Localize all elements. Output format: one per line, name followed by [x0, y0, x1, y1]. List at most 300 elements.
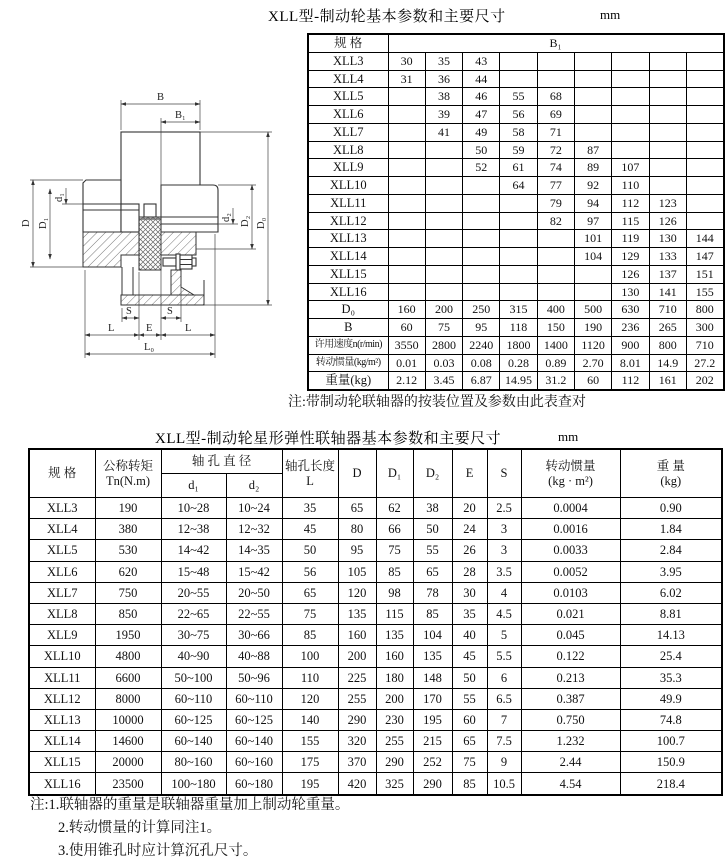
inertia-label-line1: 转动惯量	[545, 458, 596, 473]
cell: 79	[537, 194, 574, 212]
cell: 148	[413, 667, 452, 688]
cell: 0.01	[388, 354, 425, 372]
cell: 0.03	[425, 354, 462, 372]
cell: 0.90	[620, 498, 722, 519]
dim-label-D0: D₀	[256, 217, 267, 229]
cell: 30~66	[226, 625, 282, 646]
cell	[425, 265, 462, 283]
cell	[686, 70, 723, 88]
cell: 31.2	[537, 372, 574, 390]
cell: 135	[376, 625, 413, 646]
cell: 0.0052	[521, 561, 620, 582]
cell: 400	[537, 301, 574, 319]
cell: 1400	[537, 336, 574, 354]
cell: 94	[574, 194, 611, 212]
dim-label-D: D	[21, 219, 32, 227]
cell	[425, 283, 462, 301]
cell	[463, 177, 500, 195]
footnote-3: 3.使用锥孔时应计算沉孔尺寸。	[58, 843, 258, 859]
cell: 26	[452, 540, 487, 561]
table-row	[29, 603, 722, 624]
cell: 0.750	[521, 709, 620, 730]
cell: 2.5	[487, 498, 521, 519]
cell: 6600	[95, 667, 161, 688]
cell: 60	[388, 319, 425, 337]
cell: 160	[376, 646, 413, 667]
table-row	[29, 667, 722, 688]
cell: 2800	[425, 336, 462, 354]
cell: 8.01	[612, 354, 649, 372]
cell	[649, 177, 686, 195]
cell: 2.44	[521, 752, 620, 773]
row-label: XLL5	[308, 88, 388, 106]
cell	[649, 106, 686, 124]
cell: 3550	[388, 336, 425, 354]
cell: 215	[413, 731, 452, 752]
row-label: XLL6	[308, 106, 388, 124]
cell: 500	[574, 301, 611, 319]
cell: 150	[537, 319, 574, 337]
row-label: B	[308, 319, 388, 337]
table-row	[29, 561, 722, 582]
cell: 22~55	[226, 603, 282, 624]
cell: 420	[338, 773, 376, 795]
cell: 36	[425, 70, 462, 88]
cell: 195	[282, 773, 338, 795]
cell	[463, 230, 500, 248]
cell: 380	[95, 519, 161, 540]
table1-title: XLL型-制动轮基本参数和主要尺寸	[268, 9, 506, 25]
cell	[649, 52, 686, 70]
cell: 14.9	[649, 354, 686, 372]
row-label: XLL13	[29, 709, 95, 730]
cell: 800	[686, 301, 723, 319]
weight-label-line2: (kg)	[660, 473, 682, 488]
cell: 620	[95, 561, 161, 582]
table-row	[308, 283, 724, 301]
cell	[425, 159, 462, 177]
cell: 65	[452, 731, 487, 752]
cell	[686, 88, 723, 106]
cell: 170	[413, 688, 452, 709]
cell: 31	[388, 70, 425, 88]
table-row	[29, 709, 722, 730]
cell	[500, 194, 537, 212]
row-label: XLL16	[29, 773, 95, 795]
cell: 35	[452, 603, 487, 624]
cell: 20~55	[161, 582, 226, 603]
cell: 112	[612, 194, 649, 212]
cell: 0.045	[521, 625, 620, 646]
cell: 175	[282, 752, 338, 773]
cell	[686, 52, 723, 70]
cell: 55	[413, 540, 452, 561]
cell	[500, 283, 537, 301]
column-header-bore-length	[282, 449, 338, 498]
cell: 41	[425, 123, 462, 141]
cell	[574, 70, 611, 88]
cell: 95	[338, 540, 376, 561]
table-row	[29, 646, 722, 667]
cell: 155	[282, 731, 338, 752]
cell: 60~140	[226, 731, 282, 752]
cell: 45	[452, 646, 487, 667]
table-row	[308, 194, 724, 212]
cell	[686, 141, 723, 159]
cell: 20000	[95, 752, 161, 773]
dim-label-D1: D₁	[38, 217, 49, 229]
cell: 56	[282, 561, 338, 582]
table-row	[308, 177, 724, 195]
row-label: XLL3	[308, 52, 388, 70]
cell: 710	[649, 301, 686, 319]
cell: 80~160	[161, 752, 226, 773]
row-label: XLL15	[308, 265, 388, 283]
cell: 9	[487, 752, 521, 773]
table-row	[29, 773, 722, 795]
cell: 750	[95, 582, 161, 603]
cell: 30	[388, 52, 425, 70]
row-label: XLL5	[29, 540, 95, 561]
cell: 180	[376, 667, 413, 688]
cell: 200	[376, 688, 413, 709]
dim-label-L-right: L	[185, 323, 192, 334]
table2-unit-label: mm	[558, 429, 579, 444]
cell: 50	[282, 540, 338, 561]
cell: 110	[282, 667, 338, 688]
cell	[612, 88, 649, 106]
bolt-detail	[163, 254, 196, 270]
cell: 12~32	[226, 519, 282, 540]
cell: 66	[376, 519, 413, 540]
cell: 1950	[95, 625, 161, 646]
table-row	[308, 354, 724, 372]
cell: 49	[463, 123, 500, 141]
cell: 28	[452, 561, 487, 582]
cell: 252	[413, 752, 452, 773]
cell: 77	[537, 177, 574, 195]
cell: 39	[425, 106, 462, 124]
cell: 62	[376, 498, 413, 519]
cell	[388, 194, 425, 212]
cell: 370	[338, 752, 376, 773]
cell	[537, 230, 574, 248]
table-row	[308, 106, 724, 124]
cell: 50	[463, 141, 500, 159]
column-header-B1: B₁	[388, 34, 724, 52]
table-row	[29, 582, 722, 603]
cell: 98	[376, 582, 413, 603]
table-row	[29, 731, 722, 752]
cell: 14.13	[620, 625, 722, 646]
cell: 6	[487, 667, 521, 688]
cell	[500, 230, 537, 248]
bore-length-line2: L	[306, 473, 314, 488]
cell: 75	[282, 603, 338, 624]
cell	[612, 52, 649, 70]
cell	[388, 88, 425, 106]
cell: 40	[452, 625, 487, 646]
row-label: XLL10	[308, 177, 388, 195]
cell: 38	[413, 498, 452, 519]
column-header-D: D	[338, 449, 376, 498]
cell: 250	[463, 301, 500, 319]
cell: 150.9	[620, 752, 722, 773]
cell: 236	[612, 319, 649, 337]
table-row	[29, 688, 722, 709]
column-header-torque	[95, 449, 161, 498]
cell: 60~160	[226, 752, 282, 773]
cell: 40~88	[226, 646, 282, 667]
bore-length-line1: 轴孔长度	[285, 458, 336, 473]
row-label: XLL6	[29, 561, 95, 582]
dim-label-d1: d₁	[54, 193, 65, 202]
table2-title: XLL型-制动轮星形弹性联轴器基本参数和主要尺寸	[155, 431, 502, 447]
cell: 20	[452, 498, 487, 519]
torque-label-line2: Tn(N.m)	[105, 473, 151, 488]
cell: 60~180	[226, 773, 282, 795]
cell: 8.81	[620, 603, 722, 624]
cell: 24	[452, 519, 487, 540]
cell: 2.70	[574, 354, 611, 372]
cell: 50	[452, 667, 487, 688]
cell: 23500	[95, 773, 161, 795]
cell	[388, 212, 425, 230]
table-row	[308, 248, 724, 266]
cell: 160	[338, 625, 376, 646]
table-row	[308, 230, 724, 248]
cell: 60~140	[161, 731, 226, 752]
cell: 35.3	[620, 667, 722, 688]
row-label: XLL8	[29, 603, 95, 624]
cell: 35	[425, 52, 462, 70]
table-row	[308, 159, 724, 177]
cell: 14~35	[226, 540, 282, 561]
column-header-S: S	[487, 449, 521, 498]
cell: 161	[649, 372, 686, 390]
cell: 225	[338, 667, 376, 688]
cell: 3	[487, 519, 521, 540]
cell	[425, 194, 462, 212]
cell: 290	[376, 752, 413, 773]
table-row	[29, 540, 722, 561]
row-label: XLL8	[308, 141, 388, 159]
cell: 55	[500, 88, 537, 106]
table1-unit-label: mm	[600, 7, 621, 22]
cell: 123	[649, 194, 686, 212]
cell: 14~42	[161, 540, 226, 561]
cell: 190	[95, 498, 161, 519]
cell: 3	[487, 540, 521, 561]
cell: 85	[452, 773, 487, 795]
cell: 75	[376, 540, 413, 561]
column-header-d1: d₁	[161, 474, 226, 498]
cell: 89	[574, 159, 611, 177]
cell: 5.5	[487, 646, 521, 667]
cell: 195	[413, 709, 452, 730]
cell: 315	[500, 301, 537, 319]
cell: 71	[537, 123, 574, 141]
cell	[612, 141, 649, 159]
cell: 10000	[95, 709, 161, 730]
cell: 56	[500, 106, 537, 124]
cell: 49.9	[620, 688, 722, 709]
column-header-spec: 规 格	[308, 34, 388, 52]
cell	[463, 194, 500, 212]
cell: 4.5	[487, 603, 521, 624]
cell: 61	[500, 159, 537, 177]
row-label: XLL7	[29, 582, 95, 603]
cell: 43	[463, 52, 500, 70]
cell: 147	[686, 248, 723, 266]
cell	[537, 52, 574, 70]
cell: 6.5	[487, 688, 521, 709]
cell	[686, 194, 723, 212]
cell: 12~38	[161, 519, 226, 540]
cell: 126	[649, 212, 686, 230]
row-label: XLL9	[29, 625, 95, 646]
row-label: XLL15	[29, 752, 95, 773]
cell	[500, 265, 537, 283]
coupling-cross-section-drawing	[18, 82, 310, 382]
cell: 59	[500, 141, 537, 159]
row-label: XLL4	[308, 70, 388, 88]
cell	[463, 265, 500, 283]
cell	[686, 212, 723, 230]
cell: 0.0033	[521, 540, 620, 561]
row-label: XLL11	[29, 667, 95, 688]
row-label: XLL13	[308, 230, 388, 248]
cell: 2.12	[388, 372, 425, 390]
cell	[649, 123, 686, 141]
coupling-parameters-table	[28, 448, 723, 796]
cell: 85	[376, 561, 413, 582]
table-row	[29, 625, 722, 646]
cell: 104	[413, 625, 452, 646]
cell	[388, 283, 425, 301]
cell	[686, 159, 723, 177]
cell	[537, 283, 574, 301]
weight-label-line1: 重 量	[656, 458, 685, 473]
cell	[574, 283, 611, 301]
cell: 115	[612, 212, 649, 230]
cell: 8000	[95, 688, 161, 709]
cell: 4.54	[521, 773, 620, 795]
row-label: XLL4	[29, 519, 95, 540]
cell: 200	[338, 646, 376, 667]
cell: 151	[686, 265, 723, 283]
cell	[425, 248, 462, 266]
cell: 130	[612, 283, 649, 301]
cell: 107	[612, 159, 649, 177]
cell	[388, 265, 425, 283]
cell	[463, 283, 500, 301]
cell: 60~125	[226, 709, 282, 730]
cell: 230	[376, 709, 413, 730]
cell	[388, 230, 425, 248]
cell: 72	[537, 141, 574, 159]
cell: 22~65	[161, 603, 226, 624]
table-row	[308, 212, 724, 230]
cell: 97	[574, 212, 611, 230]
dim-label-L0: L₀	[144, 342, 155, 353]
cell: 27.2	[686, 354, 723, 372]
cell: 60	[574, 372, 611, 390]
cell: 38	[425, 88, 462, 106]
column-header-bore-diameter: 轴 孔 直 径	[161, 449, 282, 474]
cell: 20~50	[226, 582, 282, 603]
row-label: D₀	[308, 301, 388, 319]
cell: 0.28	[500, 354, 537, 372]
cell: 710	[686, 336, 723, 354]
dim-label-d2: d₂	[221, 213, 232, 222]
cell	[425, 230, 462, 248]
cell	[500, 248, 537, 266]
column-header-inertia	[521, 449, 620, 498]
cell: 0.0103	[521, 582, 620, 603]
cell: 46	[463, 88, 500, 106]
cell: 160	[388, 301, 425, 319]
cell	[612, 123, 649, 141]
cell: 74	[537, 159, 574, 177]
cell: 95	[463, 319, 500, 337]
cell: 630	[612, 301, 649, 319]
cell: 135	[413, 646, 452, 667]
cell	[388, 177, 425, 195]
cell	[686, 123, 723, 141]
cell: 200	[425, 301, 462, 319]
cell	[537, 265, 574, 283]
inertia-label-line2: (kg · m²)	[548, 473, 593, 488]
column-header-D1: D₁	[376, 449, 413, 498]
cell: 45	[282, 519, 338, 540]
cell	[649, 141, 686, 159]
column-header-weight	[620, 449, 722, 498]
cell: 85	[413, 603, 452, 624]
table-row	[308, 319, 724, 337]
dim-label-B1: B₁	[175, 110, 186, 121]
cell: 30	[452, 582, 487, 603]
cell	[388, 123, 425, 141]
table-row	[29, 519, 722, 540]
dim-label-S-right: S	[167, 306, 173, 317]
row-label: XLL16	[308, 283, 388, 301]
cell: 135	[338, 603, 376, 624]
cell	[388, 248, 425, 266]
cell: 218.4	[620, 773, 722, 795]
table-row	[29, 498, 722, 519]
cell	[574, 123, 611, 141]
cell: 141	[649, 283, 686, 301]
cell: 68	[537, 88, 574, 106]
cell	[500, 212, 537, 230]
cell: 65	[338, 498, 376, 519]
cell: 3.5	[487, 561, 521, 582]
torque-label-line1: 公称转矩	[102, 458, 153, 473]
cell: 0.0016	[521, 519, 620, 540]
cell: 47	[463, 106, 500, 124]
cell: 25.4	[620, 646, 722, 667]
cell: 2240	[463, 336, 500, 354]
cell	[574, 265, 611, 283]
table-row	[308, 301, 724, 319]
cell: 120	[282, 688, 338, 709]
cell: 290	[338, 709, 376, 730]
cell: 69	[537, 106, 574, 124]
cell: 10~24	[226, 498, 282, 519]
cell: 105	[338, 561, 376, 582]
cell: 104	[574, 248, 611, 266]
